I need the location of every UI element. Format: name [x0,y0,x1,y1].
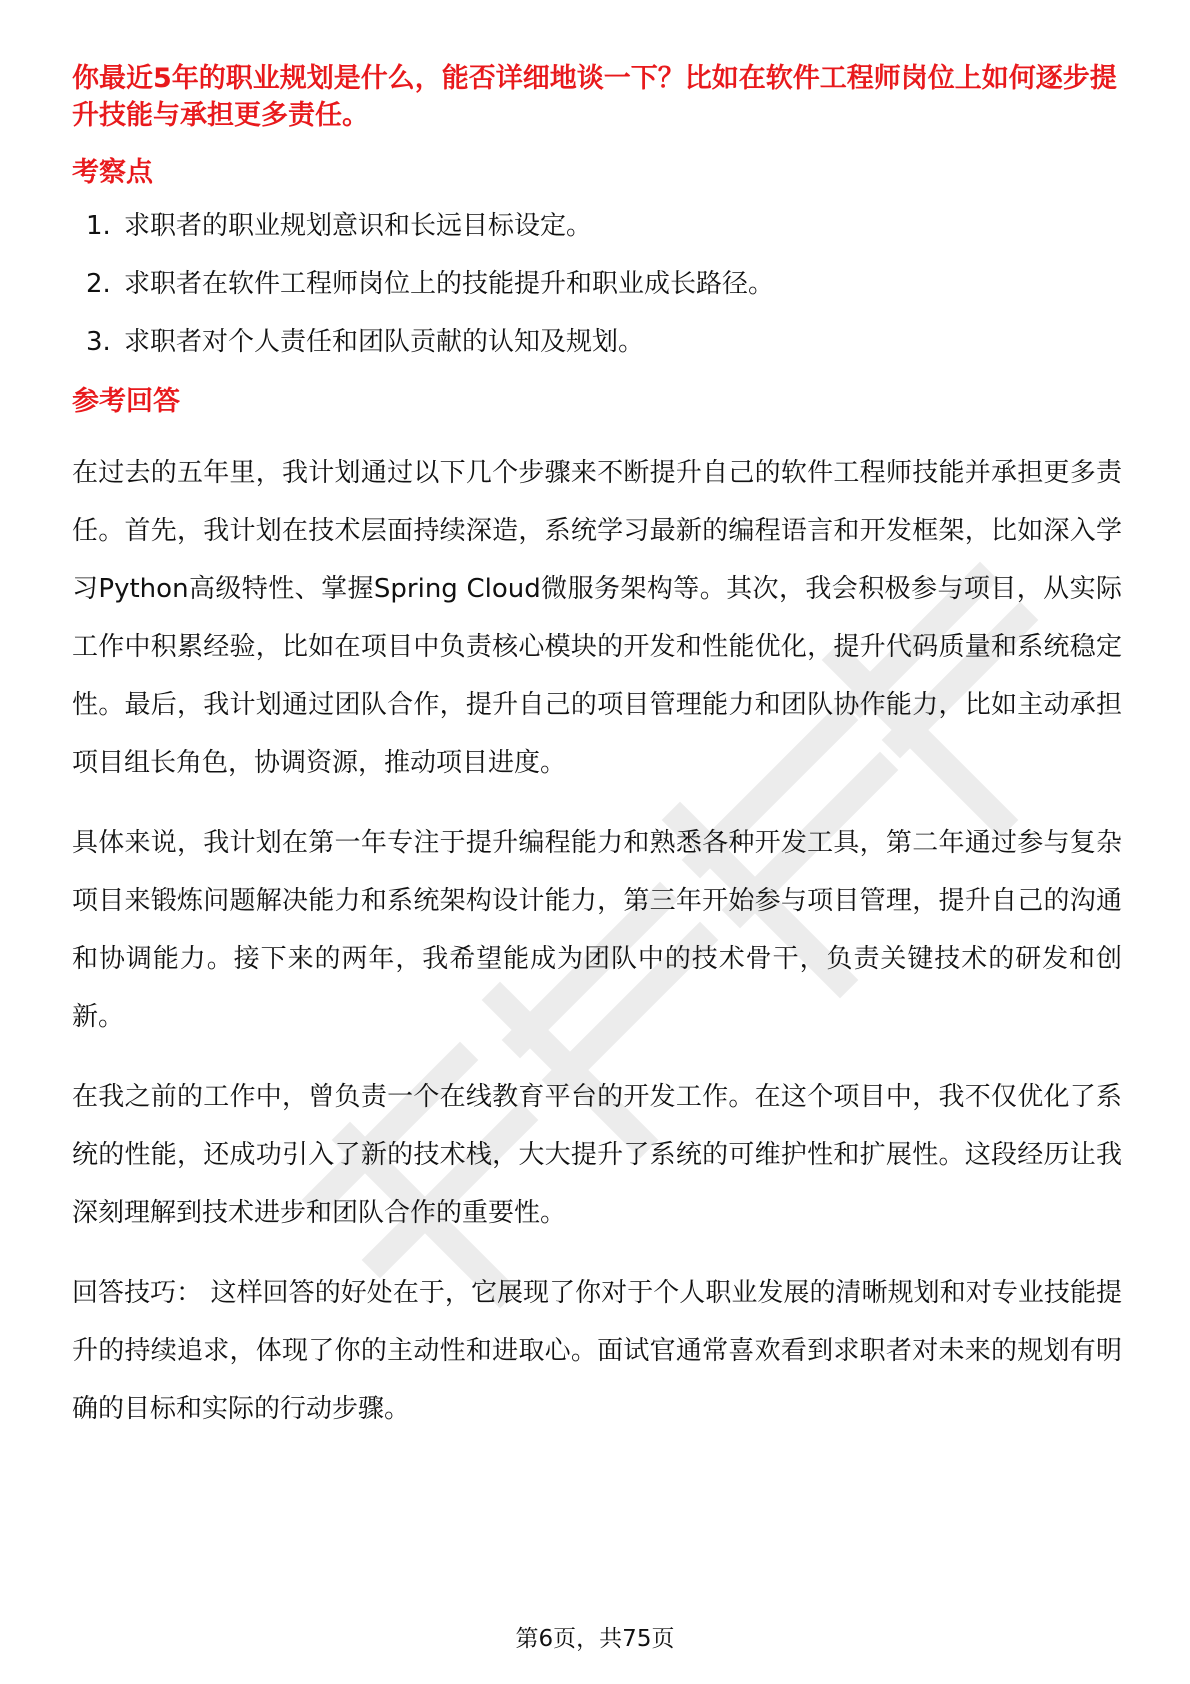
question-heading: 你最近5年的职业规划是什么，能否详细地谈一下？比如在软件工程师岗位上如何逐步提升技能与承担更多责任。 [72,63,1117,131]
list-item-number: 3. [86,327,111,357]
answer-paragraph: 在过去的五年里，我计划通过以下几个步骤来不断提升自己的软件工程师技能并承担更多责任。首先，我计划在技术层面持续深造，系统学习最新的编程语言和开发框架，比如深入学习Python高级特性、掌握Spring Cloud微服务架构等。其次，我会积极参与项目，从实际工作中积累经验，比如在项目中负责核心模块的开发和性能优化，提升代码质量和系统稳定性。最后，我计划通过团队合作，提升自己的项目管理能力和团队协作能力，比如主动承担项目组长角色，协调资源，推动项目进度。 [72,458,1122,778]
list-item-text: 求职者在软件工程师岗位上的技能提升和职业成长路径。 [124,269,775,299]
list-item-number: 1. [86,211,111,241]
answer-paragraph: 在我之前的工作中，曾负责一个在线教育平台的开发工作。在这个项目中，我不仅优化了系统的性能，还成功引入了新的技术栈，大大提升了系统的可维护性和扩展性。这段经历让我深刻理解到技术进步和团队合作的重要性。 [72,1082,1122,1228]
document-content [72,60,1122,1438]
list-item [72,207,1122,245]
answer-section-title: 参考回答 [72,386,180,417]
list-item [72,323,1122,361]
list-item [72,265,1122,303]
list-item-number: 2. [86,269,111,299]
list-item-text: 求职者对个人责任和团队贡献的认知及规划。 [124,327,645,357]
points-section-title: 考察点 [72,157,153,188]
list-item-text: 求职者的职业规划意识和长远目标设定。 [124,211,593,241]
points-list [72,207,1122,361]
page-number-footer: 第6页，共75页 [515,1626,675,1652]
answer-paragraph: 具体来说，我计划在第一年专注于提升编程能力和熟悉各种开发工具，第二年通过参与复杂项目来锻炼问题解决能力和系统架构设计能力，第三年开始参与项目管理，提升自己的沟通和协调能力。接下来的两年，我希望能成为团队中的技术骨干，负责关键技术的研发和创新。 [72,828,1122,1032]
answer-tips-paragraph: 回答技巧： 这样回答的好处在于，它展现了你对于个人职业发展的清晰规划和对专业技能提升的持续追求，体现了你的主动性和进取心。面试官通常喜欢看到求职者对未来的规划有明确的目标和实际的行动步骤。 [72,1278,1122,1424]
